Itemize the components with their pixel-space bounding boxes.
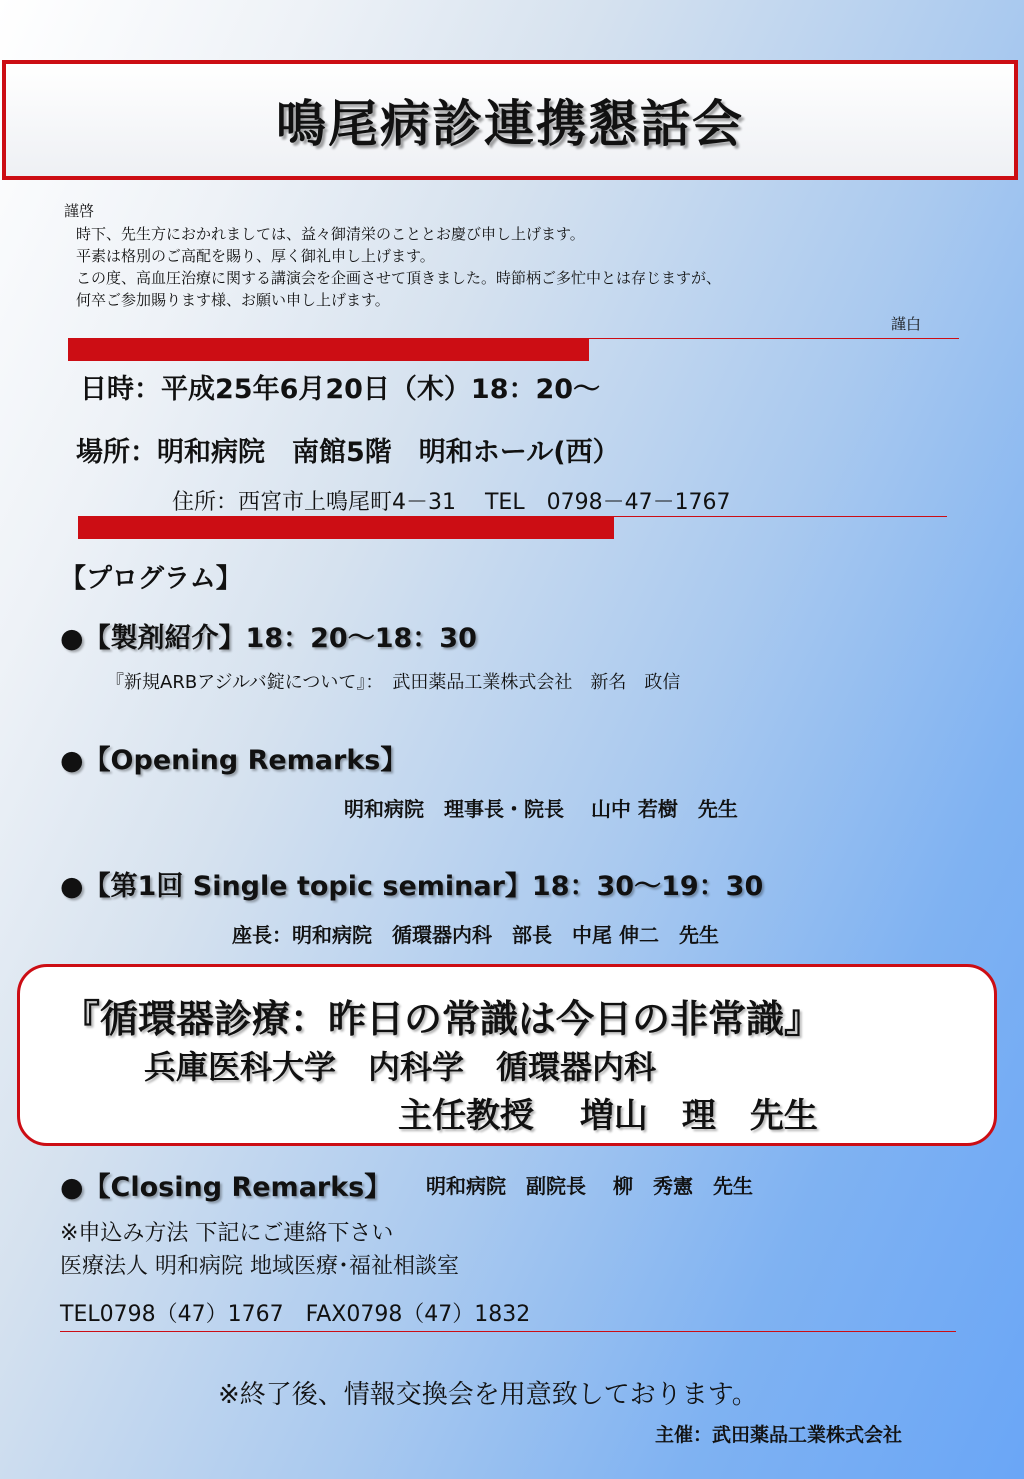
product-title: ●【製剤紹介】18：20～18：30 — [60, 623, 477, 654]
greeting-line: この度、高血圧治療に関する講演会を企画させて頂きました。時節柄ご多忙中とは存じますが、 — [76, 269, 722, 287]
lecture-affiliation: 兵庫医科大学 内科学 循環器内科 — [144, 1048, 657, 1086]
greeting-line: 平素は格別のご高配を賜り、厚く御礼申し上げます。 — [76, 247, 435, 265]
contact-phone: TEL0798（47）1767 FAX0798（47）1832 — [60, 1302, 531, 1327]
event-place: 場所：明和病院 南館5階 明和ホール(西） — [76, 437, 620, 468]
greeting-opening: 謹啓 — [64, 202, 95, 220]
seminar-chair: 座長：明和病院 循環器内科 部長 中尾 伸二 先生 — [232, 923, 719, 947]
product-detail: 『新規ARBアジルバ錠について』： 武田薬品工業株式会社 新名 政信 — [106, 672, 681, 693]
opening-title: ●【Opening Remarks】 — [60, 745, 408, 776]
closing-speaker: 明和病院 副院長 柳 秀憲 先生 — [426, 1174, 753, 1198]
greeting-closing: 謹白 — [891, 315, 922, 333]
greeting-line: 何卒ご参加賜ります様、お願い申し上げます。 — [76, 291, 390, 309]
accent-bar — [68, 338, 589, 361]
opening-speaker: 明和病院 理事長・院長 山中 若樹 先生 — [344, 797, 738, 821]
contact-method: ※申込み方法 下記にご連絡下さい — [60, 1221, 394, 1246]
event-datetime: 日時：平成25年6月20日（木）18：20～ — [80, 374, 601, 405]
closing-title: ●【Closing Remarks】 — [60, 1172, 392, 1203]
sponsor: 主催：武田薬品工業株式会社 — [655, 1424, 903, 1446]
event-address: 住所：西宮市上鳴尾町4－31 TEL 0798－47－1767 — [172, 490, 731, 515]
greeting-body — [76, 223, 976, 311]
page-title: 鳴尾病診連携懇話会 — [276, 95, 744, 153]
divider-line — [589, 338, 959, 339]
accent-bar — [78, 517, 614, 539]
lecture-speaker: 主任教授 増山 理 先生 — [398, 1096, 818, 1136]
footer-note: ※終了後、情報交換会を用意致しております。 — [218, 1380, 758, 1410]
seminar-title: ●【第1回 Single topic seminar】18：30～19：30 — [60, 871, 764, 902]
greeting-line: 時下、先生方におかれましては、益々御清栄のこととお慶び申し上げます。 — [76, 225, 585, 243]
divider-line — [60, 1331, 956, 1332]
contact-org: 医療法人 明和病院 地域医療･福祉相談室 — [60, 1254, 459, 1279]
program-heading: 【プログラム】 — [60, 564, 242, 594]
title-box — [2, 60, 1018, 180]
lecture-title: 『循環器診療：昨日の常識は今日の非常識』 — [62, 997, 823, 1041]
